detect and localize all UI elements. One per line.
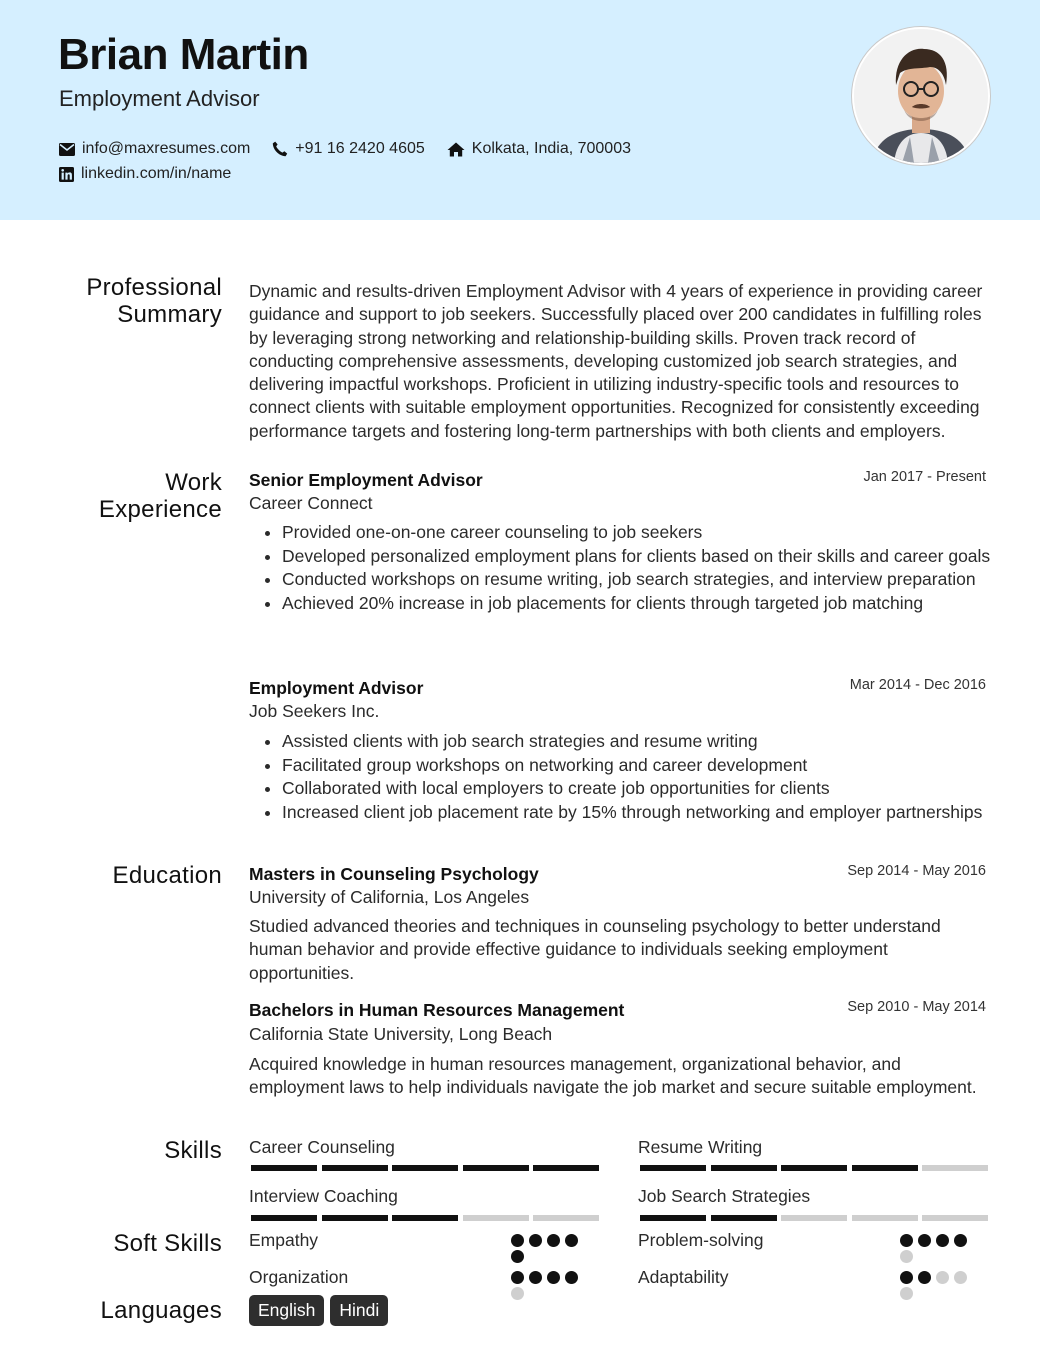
skill-bar-segment xyxy=(533,1215,599,1221)
skill-bar-segment xyxy=(922,1215,988,1221)
linkedin-icon xyxy=(59,167,74,182)
rating-dots xyxy=(511,1271,583,1300)
rating-dot xyxy=(511,1234,524,1247)
list-item: • Collaborated with local employers to create job opportunities for clients xyxy=(282,777,1002,801)
rating-dot xyxy=(529,1234,542,1247)
degree-desc-2: Acquired knowledge in human resources management, organizational behavior, and employment laws to help individuals navigate the job market and secure suitable employment. xyxy=(249,1054,977,1098)
rating-dot xyxy=(511,1271,524,1284)
language-badge-hindi: Hindi xyxy=(330,1295,388,1326)
envelope-icon xyxy=(59,143,75,156)
section-label-soft-skills: Soft Skills xyxy=(113,1230,222,1257)
skill-bar-segment xyxy=(392,1165,458,1171)
candidate-name: Brian Martin xyxy=(58,30,309,79)
rating-dot xyxy=(918,1234,931,1247)
skill-bar-segment xyxy=(322,1165,388,1171)
skill-bar-segment xyxy=(640,1165,706,1171)
profile-photo xyxy=(852,27,990,165)
linkedin-text: linkedin.com/in/name xyxy=(81,165,232,182)
rating-dot xyxy=(936,1271,949,1284)
skill-bar-segment xyxy=(322,1215,388,1221)
section-label-experience xyxy=(40,469,222,523)
contact-location xyxy=(447,140,631,158)
skill-bar-segment xyxy=(251,1215,317,1221)
skill-bar-segment xyxy=(463,1215,529,1221)
skill-bar-segment xyxy=(922,1165,988,1171)
soft-skill-name-3: Organization xyxy=(249,1267,349,1287)
section-label-languages: Languages xyxy=(100,1297,222,1324)
skill-name-2: Resume Writing xyxy=(638,1137,763,1157)
contact-row-secondary xyxy=(59,165,253,183)
skill-bar-segment xyxy=(463,1165,529,1171)
skill-bar-segment xyxy=(852,1165,918,1171)
job-org-2: Job Seekers Inc. xyxy=(249,701,380,721)
rating-dot xyxy=(918,1271,931,1284)
email-text: info@maxresumes.com xyxy=(82,140,251,157)
job-title-1: Senior Employment Advisor xyxy=(249,470,483,490)
skill-bar-segment xyxy=(781,1165,847,1171)
experience-label-line2: Experience xyxy=(98,496,222,523)
language-badge-english: English xyxy=(249,1295,324,1326)
rating-dot xyxy=(954,1234,967,1247)
rating-dot xyxy=(900,1234,913,1247)
rating-dot xyxy=(547,1234,560,1247)
rating-dot xyxy=(900,1287,913,1300)
summary-label-line2: Summary xyxy=(117,301,222,328)
school-1: University of California, Los Angeles xyxy=(249,887,530,907)
skill-bar xyxy=(640,1165,988,1171)
rating-dot xyxy=(565,1271,578,1284)
list-item: • Assisted clients with job search strategies and resume writing xyxy=(282,730,1002,754)
skill-name-1: Career Counseling xyxy=(249,1137,395,1157)
rating-dots xyxy=(900,1234,972,1263)
contact-row-primary xyxy=(59,140,653,158)
skill-bar-segment xyxy=(392,1215,458,1221)
list-item: • Facilitated group workshops on networking and career development xyxy=(282,754,1002,778)
job-bullets-1 xyxy=(249,521,1002,615)
list-item: • Increased client job placement rate by 15% through networking and employer partnerships xyxy=(282,801,1002,825)
section-label-skills: Skills xyxy=(164,1137,222,1164)
skill-bar-segment xyxy=(640,1215,706,1221)
job-bullets-2 xyxy=(249,730,1002,824)
skill-bar xyxy=(251,1215,599,1221)
location-text: Kolkata, India, 700003 xyxy=(471,140,631,157)
candidate-title: Employment Advisor xyxy=(59,86,260,111)
job-org-1: Career Connect xyxy=(249,493,373,513)
list-item: • Developed personalized employment plans for clients based on their skills and career goals xyxy=(282,545,1002,569)
school-2: California State University, Long Beach xyxy=(249,1024,553,1044)
degree-2: Bachelors in Human Resources Management xyxy=(249,1000,625,1020)
rating-dot xyxy=(936,1234,949,1247)
home-icon xyxy=(447,142,465,157)
skill-name-4: Job Search Strategies xyxy=(638,1186,811,1206)
contact-phone[interactable] xyxy=(272,140,424,158)
rating-dot xyxy=(511,1250,524,1263)
rating-dot xyxy=(565,1234,578,1247)
rating-dot xyxy=(547,1271,560,1284)
rating-dot xyxy=(900,1271,913,1284)
skill-bar xyxy=(251,1165,599,1171)
soft-skill-name-2: Problem-solving xyxy=(638,1230,764,1250)
list-item: • Conducted workshops on resume writing, job search strategies, and interview preparation xyxy=(282,568,1002,592)
job-date-1: Jan 2017 - Present xyxy=(863,469,986,485)
phone-icon xyxy=(272,141,288,157)
portrait-image xyxy=(854,29,988,163)
skill-bar-segment xyxy=(533,1165,599,1171)
job-title-2: Employment Advisor xyxy=(249,678,424,698)
skill-name-3: Interview Coaching xyxy=(249,1186,398,1206)
skill-bar-segment xyxy=(711,1165,777,1171)
degree-date-2: Sep 2010 - May 2014 xyxy=(847,999,986,1015)
skill-bar xyxy=(640,1215,988,1221)
skill-bar-segment xyxy=(711,1215,777,1221)
skill-bar-segment xyxy=(781,1215,847,1221)
list-item: • Achieved 20% increase in job placements for clients through targeted job matching xyxy=(282,592,1002,616)
resume-header xyxy=(0,0,1040,220)
soft-skill-name-1: Empathy xyxy=(249,1230,319,1250)
rating-dot xyxy=(954,1271,967,1284)
skill-bar-segment xyxy=(251,1165,317,1171)
soft-skill-name-4: Adaptability xyxy=(638,1267,729,1287)
contact-linkedin[interactable] xyxy=(59,165,231,183)
rating-dot xyxy=(511,1287,524,1300)
degree-desc-1: Studied advanced theories and techniques in counseling psychology to better understand human behavior and provide effective guidance to individuals seeking employment opportunities. xyxy=(249,916,941,983)
job-date-2: Mar 2014 - Dec 2016 xyxy=(849,677,986,693)
rating-dots xyxy=(511,1234,583,1263)
rating-dot xyxy=(900,1250,913,1263)
section-label-summary xyxy=(40,274,222,328)
section-label-education: Education xyxy=(112,862,222,889)
list-item: • Provided one-on-one career counseling to job seekers xyxy=(282,521,1002,545)
language-badges xyxy=(249,1295,394,1326)
degree-date-1: Sep 2014 - May 2016 xyxy=(847,863,986,879)
summary-text: Dynamic and results-driven Employment Advisor with 4 years of experience in providing career guidance and support to job seekers. Successfully placed over 200 candidates in fulfilling roles by leveraging strong networking and relationship-building skills. Proven track record of conducting comprehensive assessments, developing customized job search strategies, and delivering impactful workshops. Proficient in utilizing industry-specific tools and resources to connect clients with suitable employment opportunities. Recognized for consistently exceeding performance targets and fostering long-term partnerships with both clients and employers. xyxy=(249,281,983,441)
phone-text: +91 16 2420 4605 xyxy=(295,140,425,157)
contact-email[interactable] xyxy=(59,140,250,158)
skill-bar-segment xyxy=(852,1215,918,1221)
rating-dot xyxy=(529,1271,542,1284)
experience-label-line1: Work xyxy=(165,469,222,496)
summary-label-line1: Professional xyxy=(86,274,222,301)
rating-dots xyxy=(900,1271,972,1300)
degree-1: Masters in Counseling Psychology xyxy=(249,864,539,884)
